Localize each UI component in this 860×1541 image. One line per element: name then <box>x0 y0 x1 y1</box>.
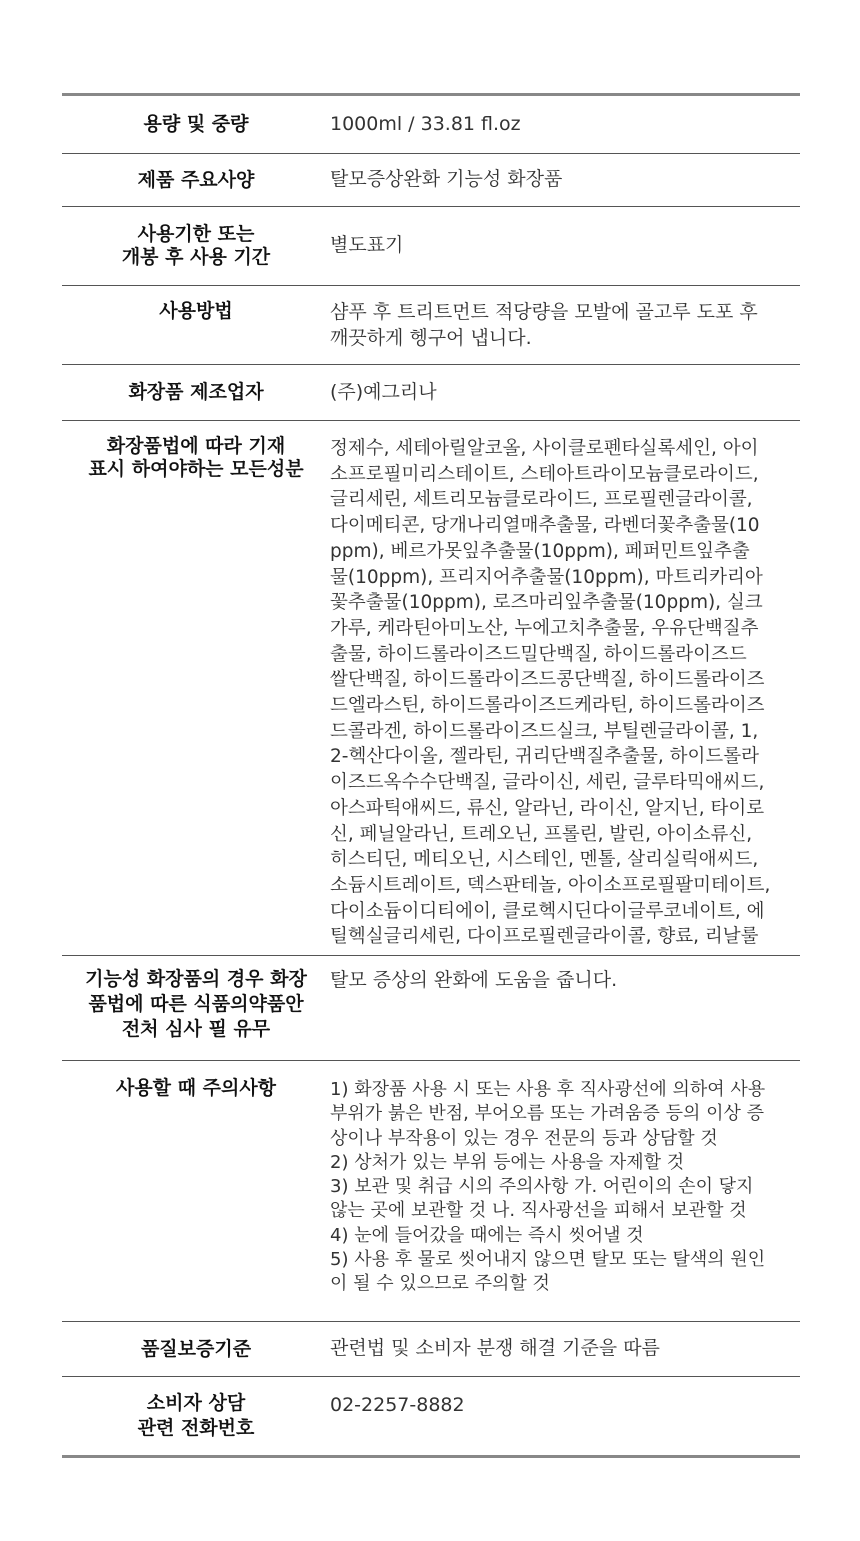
row-label: 사용기한 또는 개봉 후 사용 기간 <box>121 223 271 268</box>
row-value: 샴푸 후 트리트먼트 적당량을 모발에 골고루 도포 후 깨끗하게 헹구어 냅니다. <box>330 301 758 349</box>
table-row-cautions <box>62 1061 800 1322</box>
table-row-quality-standard <box>62 1322 800 1377</box>
row-value: 탈모 증상의 완화에 도움을 줍니다. <box>330 969 618 991</box>
row-label: 품질보증기준 <box>140 1337 252 1360</box>
table-row-functional-review <box>62 956 800 1061</box>
table-row-main-spec <box>62 154 800 207</box>
product-info-table <box>62 93 800 1458</box>
row-label: 사용할 때 주의사항 <box>115 1077 277 1099</box>
row-value: 02-2257-8882 <box>330 1394 465 1416</box>
row-label: 사용방법 <box>159 300 233 322</box>
row-label: 화장품 제조업자 <box>128 381 264 403</box>
table-row-volume <box>62 96 800 154</box>
row-value: 별도표기 <box>330 234 404 257</box>
table-row-manufacturer <box>62 365 800 421</box>
row-label: 소비자 상담 관련 전화번호 <box>137 1392 255 1439</box>
row-label: 제품 주요사양 <box>137 168 255 191</box>
row-value: 탈모증상완화 기능성 화장품 <box>330 168 563 191</box>
row-value: 관련법 및 소비자 분쟁 해결 기준을 따름 <box>330 1337 660 1360</box>
table-row-ingredients <box>62 421 800 956</box>
row-label: 용량 및 중량 <box>143 113 249 135</box>
row-value: 1) 화장품 사용 시 또는 사용 후 직사광선에 의하여 사용 부위가 붉은 반점, 부어오름 또는 가려움증 등의 이상 증 상이나 부작용이 있는 경우 전문의 등과 상담할 것 2) 상처가 있는 부위 등에는 사용을 자제할 것 3) 보관 및 취급 시의 주의사항 가. 어린이의 손이 닿지 않는 곳에 보관할 것 나. 직사광선을 피해서 보관할 것 4) 눈에 들어갔을 때에는 즉시 씻어낼 것 5) 사용 후 물로 씻어내지 않으면 탈모 또는 탈색의 원인 이 될 수 있으므로 주의할 것 <box>330 1079 766 1295</box>
row-value: (주)예그리나 <box>330 380 437 403</box>
row-value: 정제수, 세테아릴알코올, 사이클로펜타실록세인, 아이 소프로필미리스테이트, 스테아트라이모늄클로라이드, 글리세린, 세트리모늄클로라이드, 프로필렌글라이콜, 다이메티콘, 당개나리열매추출물, 라벤더꽃추출물(10 ppm), 베르가못잎추출물(10ppm), 페퍼민트잎추출 물(10ppm), 프리지어추출물(10ppm), 마트리카리아 꽃추출물(10ppm), 로즈마리잎추출물(10ppm), 실크 가루, 케라틴아미노산, 누에고치추출물, 우유단백질추 출물, 하이드롤라이즈드밀단백질, 하이드롤라이즈드 쌀단백질, 하이드롤라이즈드콩단백질, 하이드롤라이즈 드엘라스틴, 하이드롤라이즈드케라틴, 하이드롤라이즈 드콜라겐, 하이드롤라이즈드실크, 부틸렌글라이콜, 1, 2-헥산다이올, 젤라틴, 귀리단백질추출물, 하이드롤라 이즈드옥수수단백질, 글라이신, 세린, 글루타믹애씨드, 아스파틱애씨드, 류신, 알라닌, 라이신, 알지닌, 타이로 신, 페닐알라닌, 트레오닌, 프롤린, 발린, 아이소류신, 히스티딘, 메티오닌, 시스테인, 멘톨, 살리실릭애씨드, 소듐시트레이트, 덱스판테놀, 아이소프로필팔미테이트, 다이소듐이디티에이, 클로헥시딘다이글루코네이트, 에 틸헥실글리세린, 다이프로필렌글라이콜, 향료, 리날룰 <box>330 438 771 948</box>
row-label: 화장품법에 따라 기재 표시 하여야하는 모든성분 <box>88 435 304 480</box>
row-label: 기능성 화장품의 경우 화장 품법에 따른 식품의약품안 전처 심사 필 유무 <box>85 968 307 1040</box>
table-row-usage <box>62 286 800 365</box>
row-value: 1000ml / 33.81 fl.oz <box>330 112 521 135</box>
table-row-expiry <box>62 207 800 286</box>
table-row-consumer-phone <box>62 1377 800 1455</box>
